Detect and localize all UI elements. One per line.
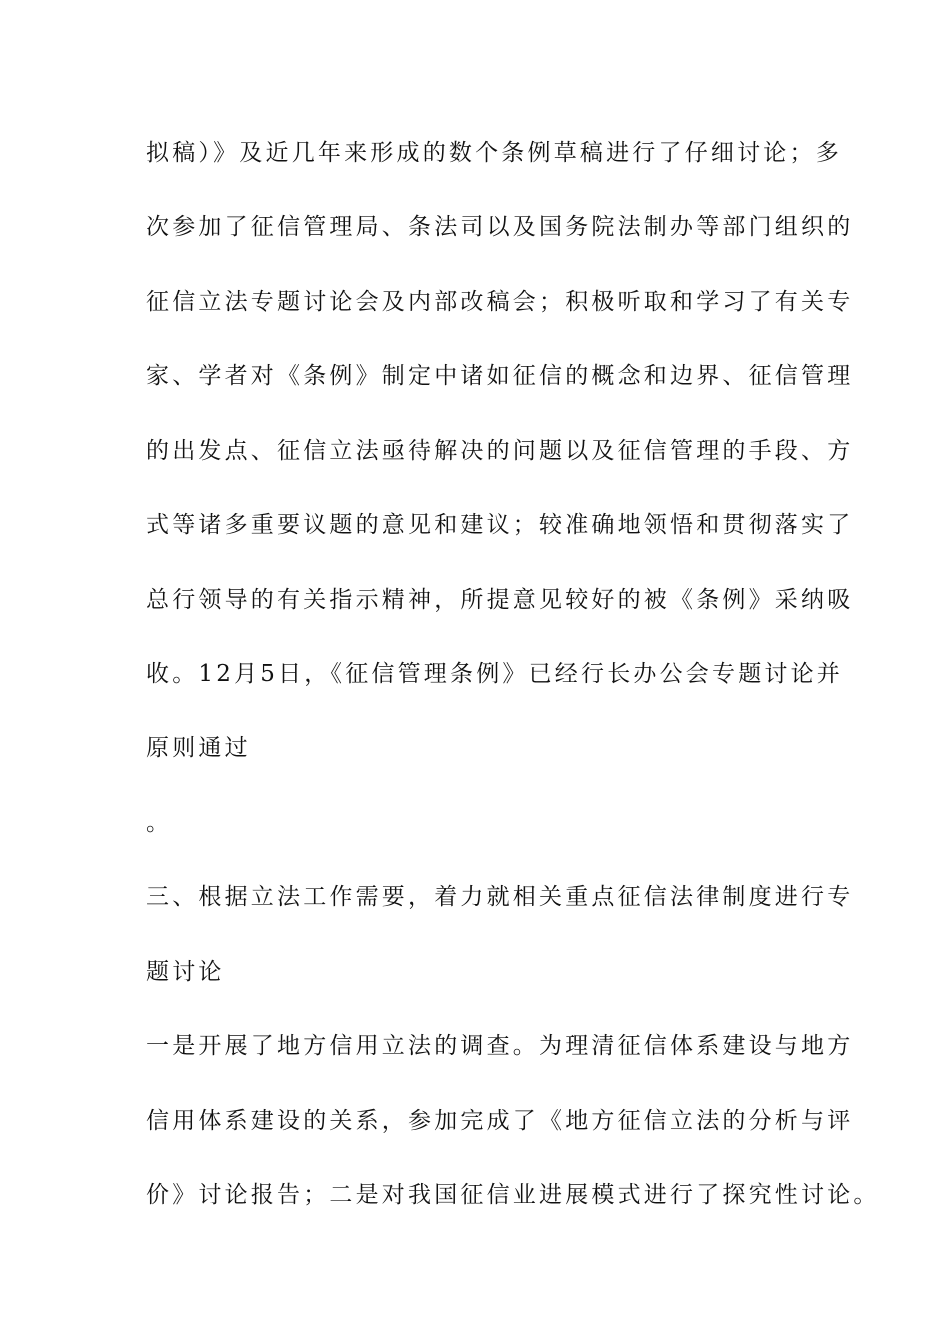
text-line-7: 总行领导的有关指示精神，所提意见较好的被《条例》采纳吸 (146, 587, 854, 613)
text-line-10: 。 (146, 810, 173, 836)
text-line-5: 的出发点、征信立法亟待解决的问题以及征信管理的手段、方 (146, 438, 854, 464)
text-line-1: 拟稿）》及近几年来形成的数个条例草稿进行了仔细讨论；多 (146, 140, 842, 166)
text-line-8: 收。12月5日，《征信管理条例》已经行长办公会专题讨论并 (146, 661, 843, 687)
text-line-4: 家、学者对《条例》制定中诸如征信的概念和边界、征信管理 (146, 363, 854, 389)
text-line-13: 一是开展了地方信用立法的调查。为理清征信体系建设与地方 (146, 1033, 854, 1059)
text-line-6: 式等诸多重要议题的意见和建议；较准确地领悟和贯彻落实了 (146, 512, 854, 538)
text-line-14: 信用体系建设的关系，参加完成了《地方征信立法的分析与评 (146, 1108, 854, 1134)
text-line-15: 价》讨论报告；二是对我国征信业进展模式进行了探究性讨论。 (146, 1182, 880, 1208)
text-line-3: 征信立法专题讨论会及内部改稿会；积极听取和学习了有关专 (146, 289, 854, 315)
text-line-2: 次参加了征信管理局、条法司以及国务院法制办等部门组织的 (146, 214, 854, 240)
text-line-9: 原则通过 (146, 735, 251, 761)
section-heading-line-2: 题讨论 (146, 959, 225, 985)
section-heading-line-1: 三、根据立法工作需要，着力就相关重点征信法律制度进行专 (146, 884, 854, 910)
